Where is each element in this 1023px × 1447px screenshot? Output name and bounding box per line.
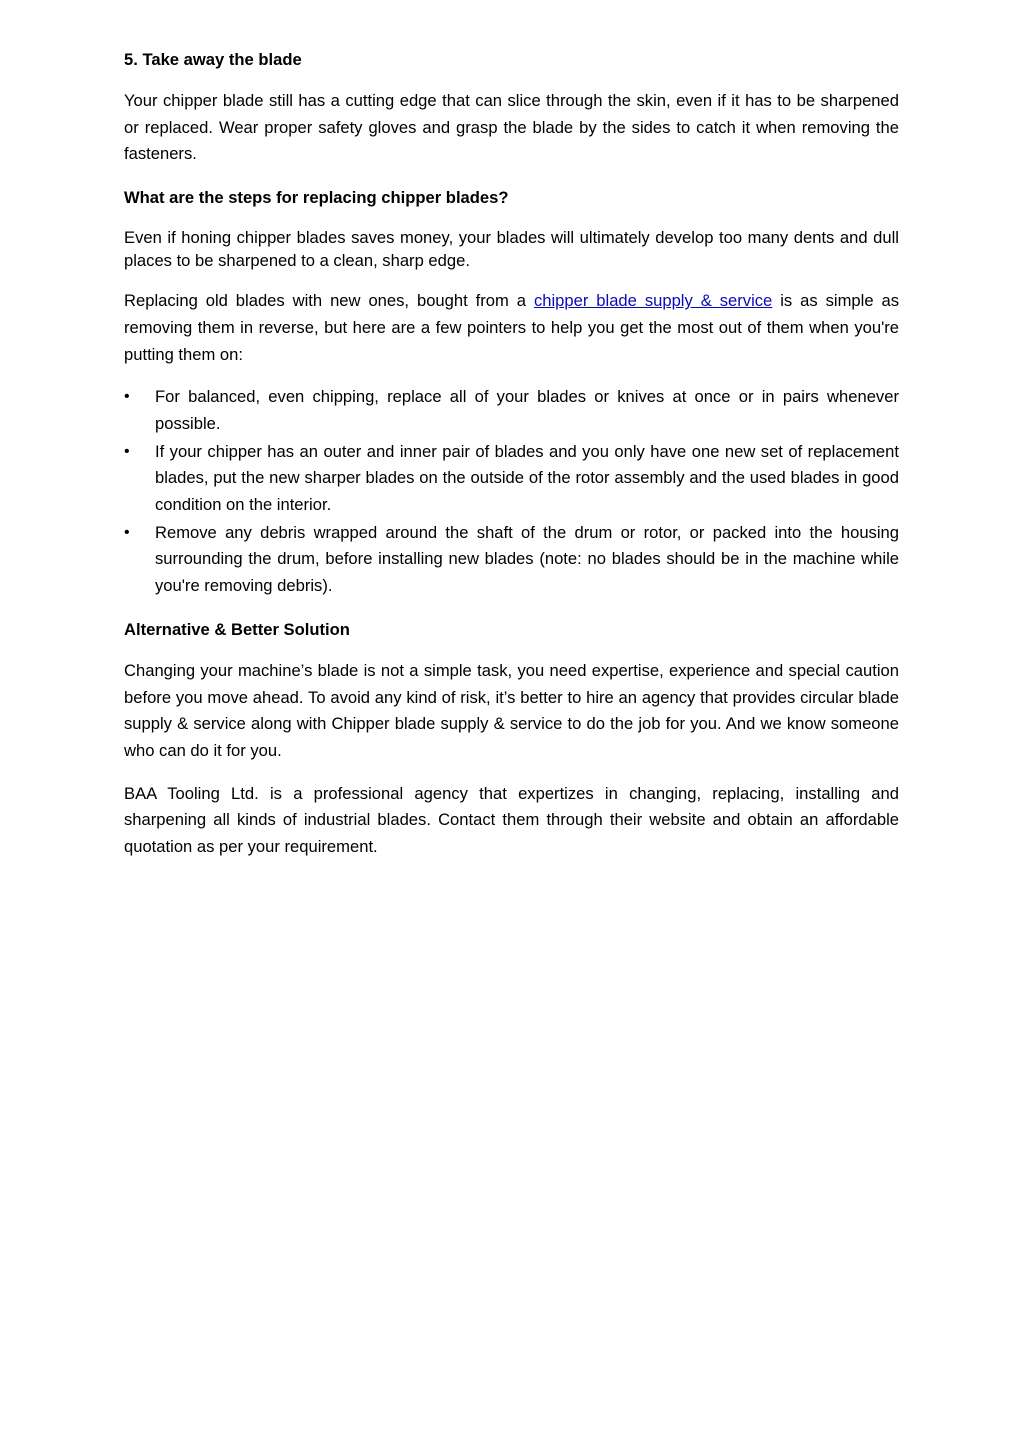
list-item-text: Remove any debris wrapped around the shaft of the drum or rotor, or packed into the housing surrounding the drum, before installing new blades (note: no blades should be in the machine while you're removing debris). (155, 522, 899, 596)
paragraph-replacing-text-after: is as simple as removing them in reverse, but here are a few pointers to help you get the most out of them when you're putting them on: (124, 291, 900, 364)
chipper-blade-supply-link[interactable]: chipper blade supply & service (533, 291, 773, 311)
paragraph-changing-blade: Changing your machine’s blade is not a simple task, you need expertise, experience and special caution before you move ahead. To avoid any kind of risk, it’s better to hire an agency that provides circular blade supply & service along with Chipper blade supply & service to do the job for you. And we know someone who can do it for you. (124, 660, 899, 760)
paragraph-take-away-blade: Your chipper blade still has a cutting edge that can slice through the skin, even if it has to be sharpened or replaced. Wear proper safety gloves and grasp the blade by the sides to catch it when removing the fasteners. (124, 91, 899, 164)
list-item (124, 439, 899, 519)
list-item-text: If your chipper has an outer and inner pair of blades and you only have one new set of replacement blades, put the new sharper blades on the outside of the rotor assembly and the used blades in good condition on the interior. (155, 441, 899, 515)
paragraph-replacing-text-before: Replacing old blades with new ones, bought from a (124, 291, 534, 311)
list-item (124, 384, 899, 437)
bullet-icon: • (124, 388, 130, 406)
section-heading-replacing-steps: What are the steps for replacing chipper blades? (124, 188, 509, 208)
paragraph-replacing (124, 288, 899, 368)
paragraph-honing: Even if honing chipper blades saves money, your blades will ultimately develop too many dents and dull places to be sharpened to a clean, sharp edge. (124, 228, 899, 271)
list-item (124, 520, 899, 600)
bullet-icon: • (124, 442, 130, 460)
paragraph-baa-tooling: BAA Tooling Ltd. is a professional agency that expertizes in changing, replacing, installing and sharpening all kinds of industrial blades. Contact them through their website and obtain an affordable quotation as per your requirement. (124, 783, 899, 857)
replacement-tips-list (124, 384, 899, 600)
list-item-text: For balanced, even chipping, replace all of your blades or knives at once or in pairs whenever possible. (155, 387, 899, 433)
section-heading-take-away-blade: 5. Take away the blade (124, 50, 302, 69)
bullet-icon: • (124, 523, 130, 541)
section-heading-alternative: Alternative & Better Solution (124, 619, 350, 639)
document-page (124, 46, 899, 877)
